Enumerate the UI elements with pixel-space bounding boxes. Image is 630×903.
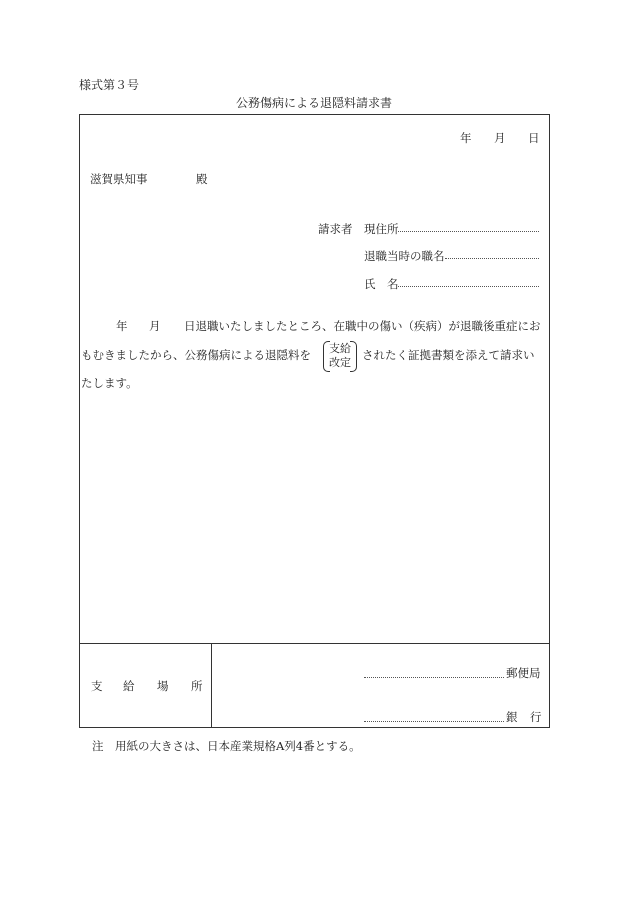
address-label: 現住所 [364, 222, 399, 236]
claimant-label: 請求者 [318, 222, 353, 236]
body-line2-post: されたく証拠書類を添えて請求い [362, 348, 535, 362]
addressee-honorific: 殿 [196, 172, 208, 186]
form-number: 様式第３号 [79, 78, 140, 92]
form-frame [79, 114, 550, 728]
payment-label-4: 所 [191, 679, 203, 693]
position-field[interactable] [445, 258, 539, 259]
date-year-label: 年 [460, 131, 472, 145]
name-label: 氏 名 [364, 277, 399, 291]
bank-field[interactable] [364, 721, 504, 722]
payment-divider [79, 643, 550, 644]
body-line3: たします。 [81, 376, 138, 390]
addressee-name: 滋賀県知事 [90, 172, 148, 186]
body-year: 年 [116, 319, 128, 333]
payment-column-divider [211, 643, 212, 728]
payment-label-1: 支 [91, 679, 103, 693]
body-month: 月 [149, 319, 161, 333]
bank-label-2: 行 [530, 710, 542, 724]
bank-label-1: 銀 [506, 710, 518, 724]
post-office-field[interactable] [364, 677, 504, 678]
form-title: 公務傷病による退隠料請求書 [236, 96, 393, 110]
footnote: 注 用紙の大きさは、日本産業規格A列4番とする。 [92, 739, 361, 753]
date-month-label: 月 [494, 131, 506, 145]
position-label: 退職当時の職名 [364, 249, 445, 263]
choice-option-2: 改定 [329, 356, 351, 369]
choice-option-1: 支給 [329, 342, 351, 355]
body-line1: 日退職いたしましたところ、在職中の傷い（疾病）が退職後重症にお [184, 319, 541, 333]
post-office-label: 郵便局 [506, 666, 541, 680]
name-field[interactable] [398, 286, 539, 287]
choice-bracket [323, 341, 357, 370]
payment-label-3: 場 [157, 679, 169, 693]
body-line2-pre: もむきましたから、公務傷病による退隠料を [81, 348, 311, 362]
address-field[interactable] [398, 231, 539, 232]
date-day-label: 日 [528, 131, 540, 145]
payment-label-2: 給 [123, 679, 135, 693]
